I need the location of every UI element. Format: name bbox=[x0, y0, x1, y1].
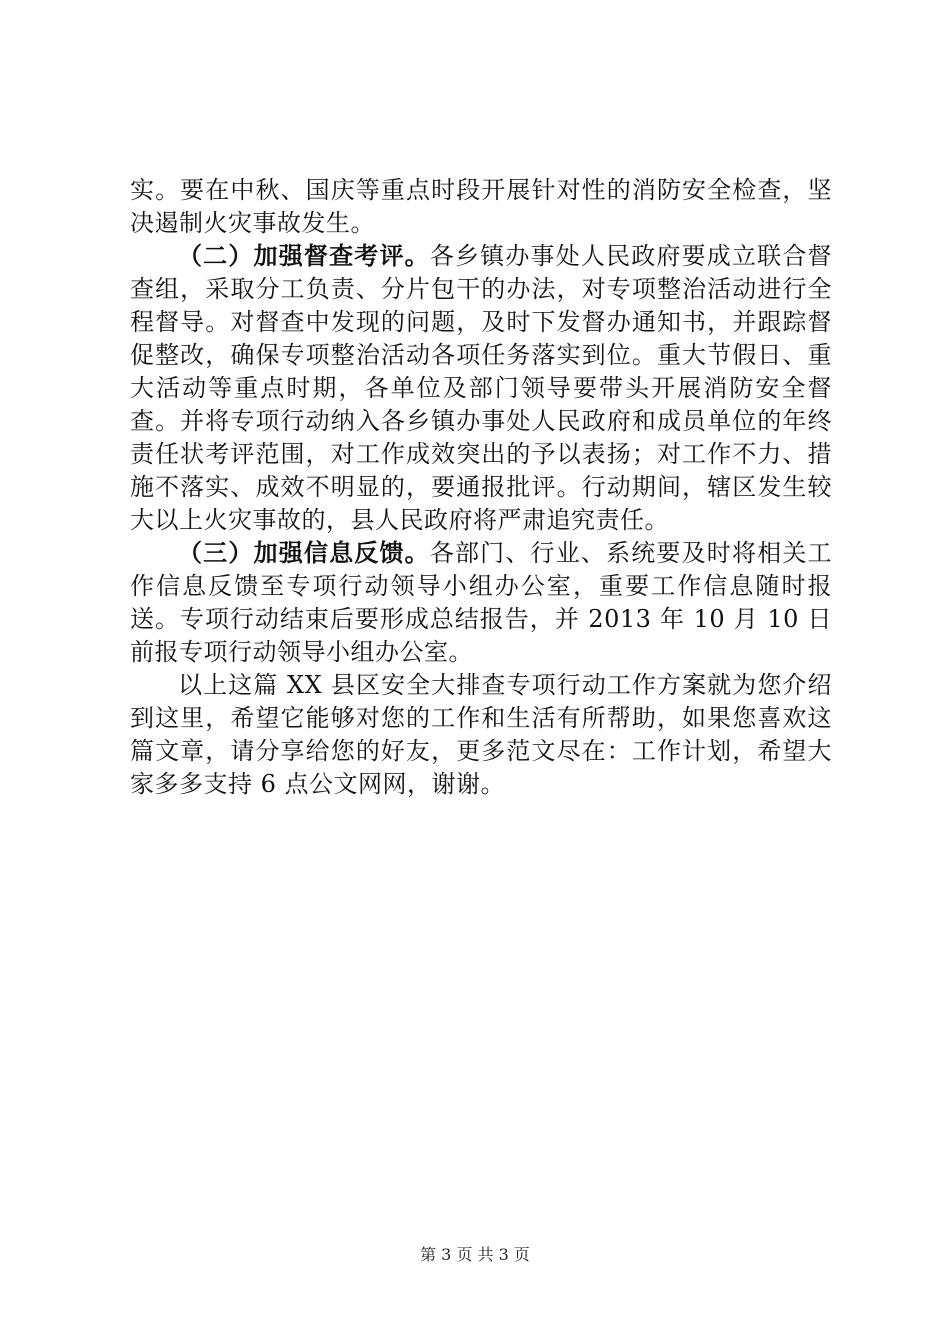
paragraph-feedback bbox=[130, 537, 832, 669]
paragraph-text: 各部门、行业、系统要及时将相关工作信息反馈至专项行动领导小组办公室，重要工作信息随时报送。专项行动结束后要形成总结报告，并 2013 年 10 月 10 日前报专项行动领导小组办公室。 bbox=[130, 539, 833, 666]
section-heading: （三）加强信息反馈。 bbox=[178, 539, 430, 567]
section-heading: （二）加强督查考评。 bbox=[178, 242, 430, 270]
paragraph-text: 各乡镇办事处人民政府要成立联合督查组，采取分工负责、分片包干的办法，对专项整治活动进行全程督导。对督查中发现的问题，及时下发督办通知书，并跟踪督促整改，确保专项整治活动各项任务落实到位。重大节假日、重大活动等重点时期，各单位及部门领导要带头开展消防安全督查。并将专项行动纳入各乡镇办事处人民政府和成员单位的年终责任状考评范围，对工作成效突出的予以表扬；对工作不力、措施不落实、成效不明显的，要通报批评。行动期间，辖区发生较大以上火灾事故的，县人民政府将严肃追究责任。 bbox=[130, 242, 833, 534]
paragraph-text: 以上这篇 XX 县区安全大排查专项行动工作方案就为您介绍到这里，希望它能够对您的工作和生活有所帮助，如果您喜欢这篇文章，请分享给您的好友，更多范文尽在：工作计划，希望大家多多支持 6 点公文网网，谢谢。 bbox=[130, 671, 832, 798]
paragraph-closing bbox=[130, 669, 832, 801]
paragraph-text: 实。要在中秋、国庆等重点时段开展针对性的消防安全检查，坚决遏制火灾事故发生。 bbox=[130, 176, 832, 237]
paragraph-continuation bbox=[130, 174, 832, 240]
page-number-footer: 第 3 页 共 3 页 bbox=[420, 1245, 530, 1264]
paragraph-supervision bbox=[130, 240, 832, 537]
document-body bbox=[130, 174, 832, 801]
